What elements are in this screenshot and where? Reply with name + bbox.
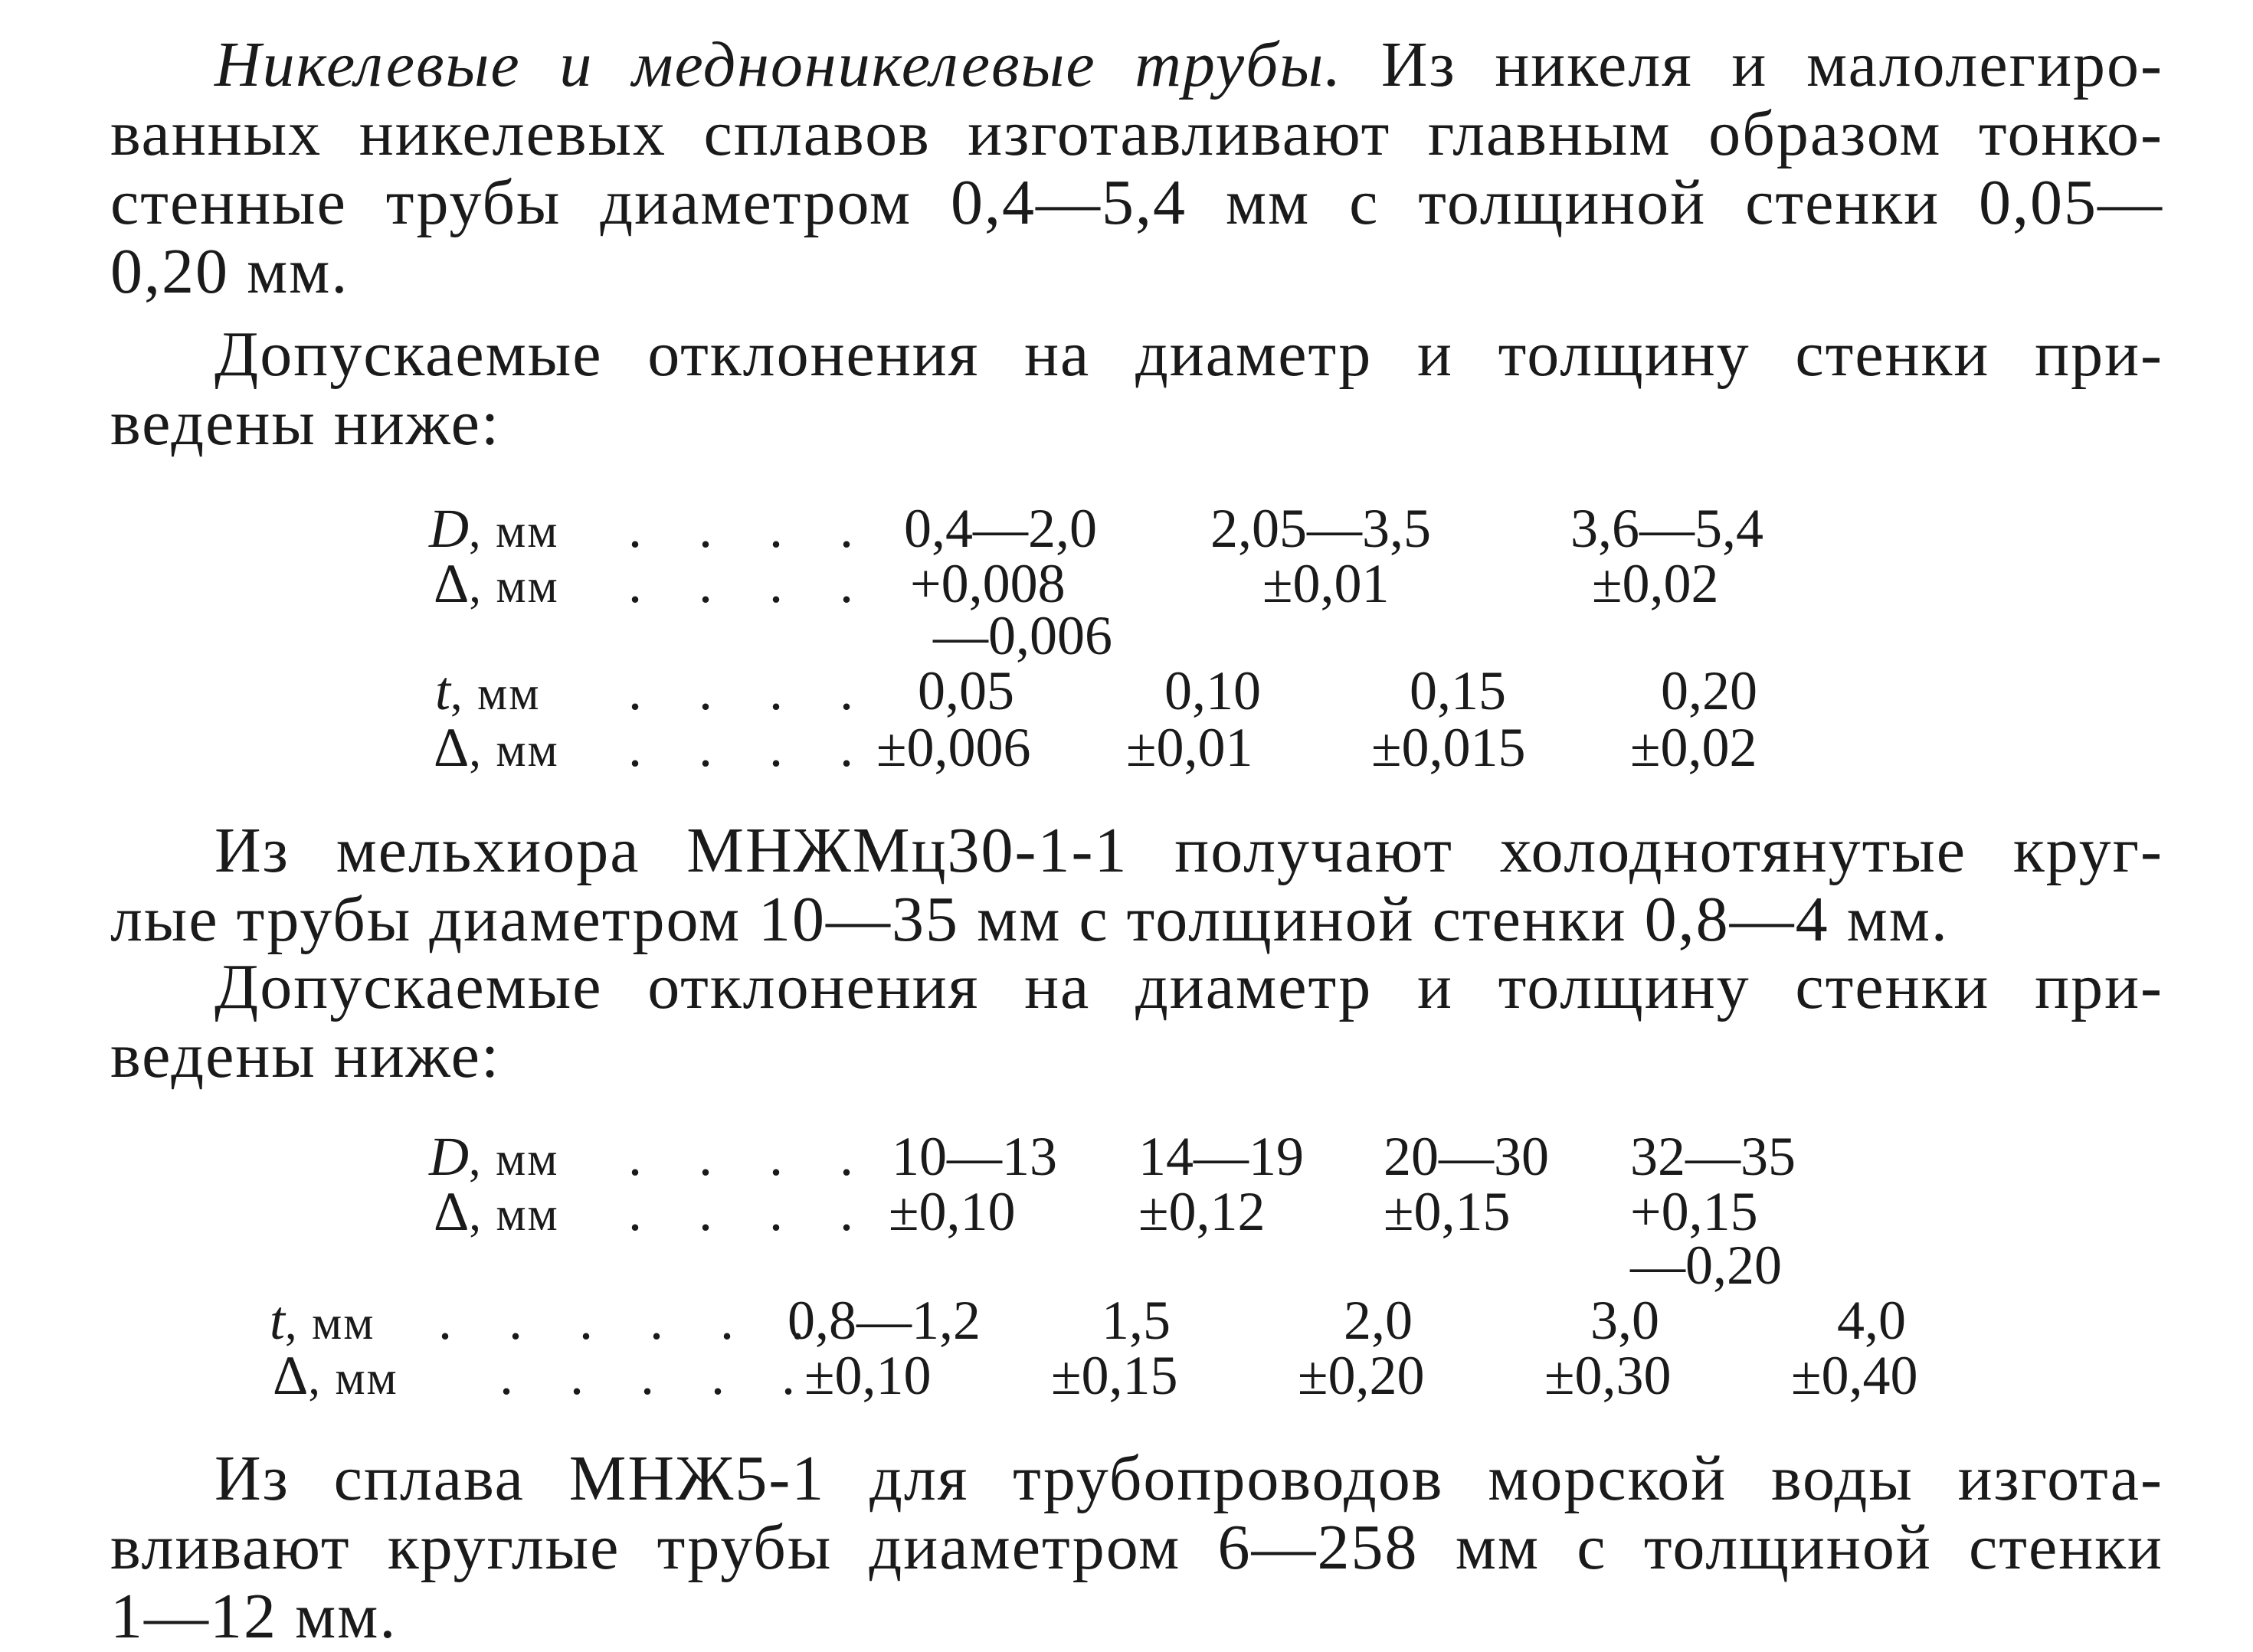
row-label: Δ, мм bbox=[273, 1345, 398, 1406]
section-heading: Никелевые и медноникелевые трубы. bbox=[214, 29, 1343, 100]
leader-dots: . . . . bbox=[628, 717, 875, 778]
paragraph-line: Допускаемые отклонения на диаметр и толщину стенки при- bbox=[214, 951, 2163, 1022]
row-label: t, мм bbox=[270, 1290, 375, 1351]
paragraph-line: Допускаемые отклонения на диаметр и толщину стенки при- bbox=[214, 319, 2163, 390]
paragraph-line: 0,20 мм. bbox=[110, 236, 349, 307]
table-cell: ±0,02 bbox=[1630, 717, 1757, 778]
table-cell: 14—19 bbox=[1138, 1126, 1304, 1187]
table-cell: 0,20 bbox=[1661, 660, 1757, 721]
table-cell: 0,10 bbox=[1164, 660, 1261, 721]
paragraph-line: ведены ниже: bbox=[110, 1020, 501, 1091]
paragraph-cupronickel bbox=[110, 816, 2163, 954]
leader-dots: . . . . . bbox=[499, 1345, 817, 1406]
table-cell: ±0,40 bbox=[1791, 1345, 1918, 1406]
leader-dots: . . . . bbox=[628, 1181, 875, 1242]
table-cell: ±0,015 bbox=[1371, 717, 1526, 778]
leader-dots: . . . . bbox=[628, 498, 875, 559]
paragraph-line: стенные трубы диаметром 0,4—5,4 мм с толщиной стенки 0,05— bbox=[110, 167, 2163, 238]
paragraph-line: лые трубы диаметром 10—35 мм с толщиной стенки 0,8—4 мм. bbox=[110, 884, 1949, 955]
table-cell: 3,0 bbox=[1590, 1290, 1659, 1351]
table-cell: 20—30 bbox=[1384, 1126, 1549, 1187]
table-cell: 2,05—3,5 bbox=[1210, 498, 1431, 559]
paragraph-line: Из мельхиора МНЖМц30-1-1 получают холоднотянутые круг- bbox=[214, 815, 2163, 886]
table-cell: ±0,01 bbox=[1262, 553, 1390, 614]
table-cell: 0,15 bbox=[1410, 660, 1506, 721]
row-label: Δ, мм bbox=[434, 717, 559, 778]
table-cell: —0,006 bbox=[933, 605, 1112, 666]
table-cell: 0,05 bbox=[918, 660, 1014, 721]
table-cell: ±0,20 bbox=[1298, 1345, 1425, 1406]
paragraph-line: ведены ниже: bbox=[110, 388, 501, 459]
leader-dots: . . . . bbox=[628, 660, 875, 721]
table-cell: 1,5 bbox=[1102, 1290, 1171, 1351]
table-cell: ±0,006 bbox=[876, 717, 1031, 778]
row-label: Δ, мм bbox=[434, 553, 559, 614]
table-cell: ±0,15 bbox=[1051, 1345, 1178, 1406]
table-cell: 0,8—1,2 bbox=[788, 1290, 981, 1351]
paragraph-tolerances-intro-1 bbox=[110, 320, 2163, 458]
paragraph-line: вливают круглые трубы диаметром 6—258 мм с толщиной стенки bbox=[110, 1512, 2163, 1583]
table-cell: 4,0 bbox=[1837, 1290, 1906, 1351]
row-label: D, мм bbox=[429, 1126, 559, 1187]
row-label: D, мм bbox=[429, 498, 559, 559]
table-cell: 2,0 bbox=[1344, 1290, 1413, 1351]
row-label: t, мм bbox=[435, 660, 541, 721]
paragraph-line: 1—12 мм. bbox=[110, 1581, 398, 1652]
paragraph-tolerances-intro-2 bbox=[110, 953, 2163, 1091]
paragraph-line: ванных никелевых сплавов изготавливают главным образом тонко- bbox=[110, 98, 2163, 169]
table-cell: 10—13 bbox=[892, 1126, 1057, 1187]
leader-dots: . . . . bbox=[628, 553, 875, 614]
row-label: Δ, мм bbox=[434, 1181, 559, 1242]
table-cell: ±0,30 bbox=[1544, 1345, 1672, 1406]
paragraph-sea-water-alloy bbox=[110, 1444, 2163, 1651]
table-cell: ±0,01 bbox=[1126, 717, 1253, 778]
table-cell: +0,008 bbox=[910, 553, 1066, 614]
table-cell: +0,15 bbox=[1630, 1181, 1758, 1242]
paragraph-line: Никелевые и медноникелевые трубы. Из никеля и малолегиро- bbox=[214, 29, 2163, 100]
table-cell: 0,4—2,0 bbox=[904, 498, 1097, 559]
table-cell: ±0,02 bbox=[1592, 553, 1719, 614]
paragraph-line: Из сплава МНЖ5-1 для трубопроводов морской воды изгота- bbox=[214, 1443, 2163, 1514]
table-cell: ±0,10 bbox=[889, 1181, 1016, 1242]
table-cell: 3,6—5,4 bbox=[1570, 498, 1763, 559]
table-cell: —0,20 bbox=[1630, 1235, 1782, 1296]
paragraph-nickel-tubes bbox=[110, 31, 2163, 306]
table-cell: 32—35 bbox=[1630, 1126, 1796, 1187]
leader-dots: . . . . . . bbox=[438, 1290, 826, 1351]
table-cell: ±0,10 bbox=[804, 1345, 932, 1406]
table-cell: ±0,12 bbox=[1138, 1181, 1266, 1242]
table-cell: ±0,15 bbox=[1384, 1181, 1511, 1242]
leader-dots: . . . . bbox=[628, 1126, 875, 1187]
